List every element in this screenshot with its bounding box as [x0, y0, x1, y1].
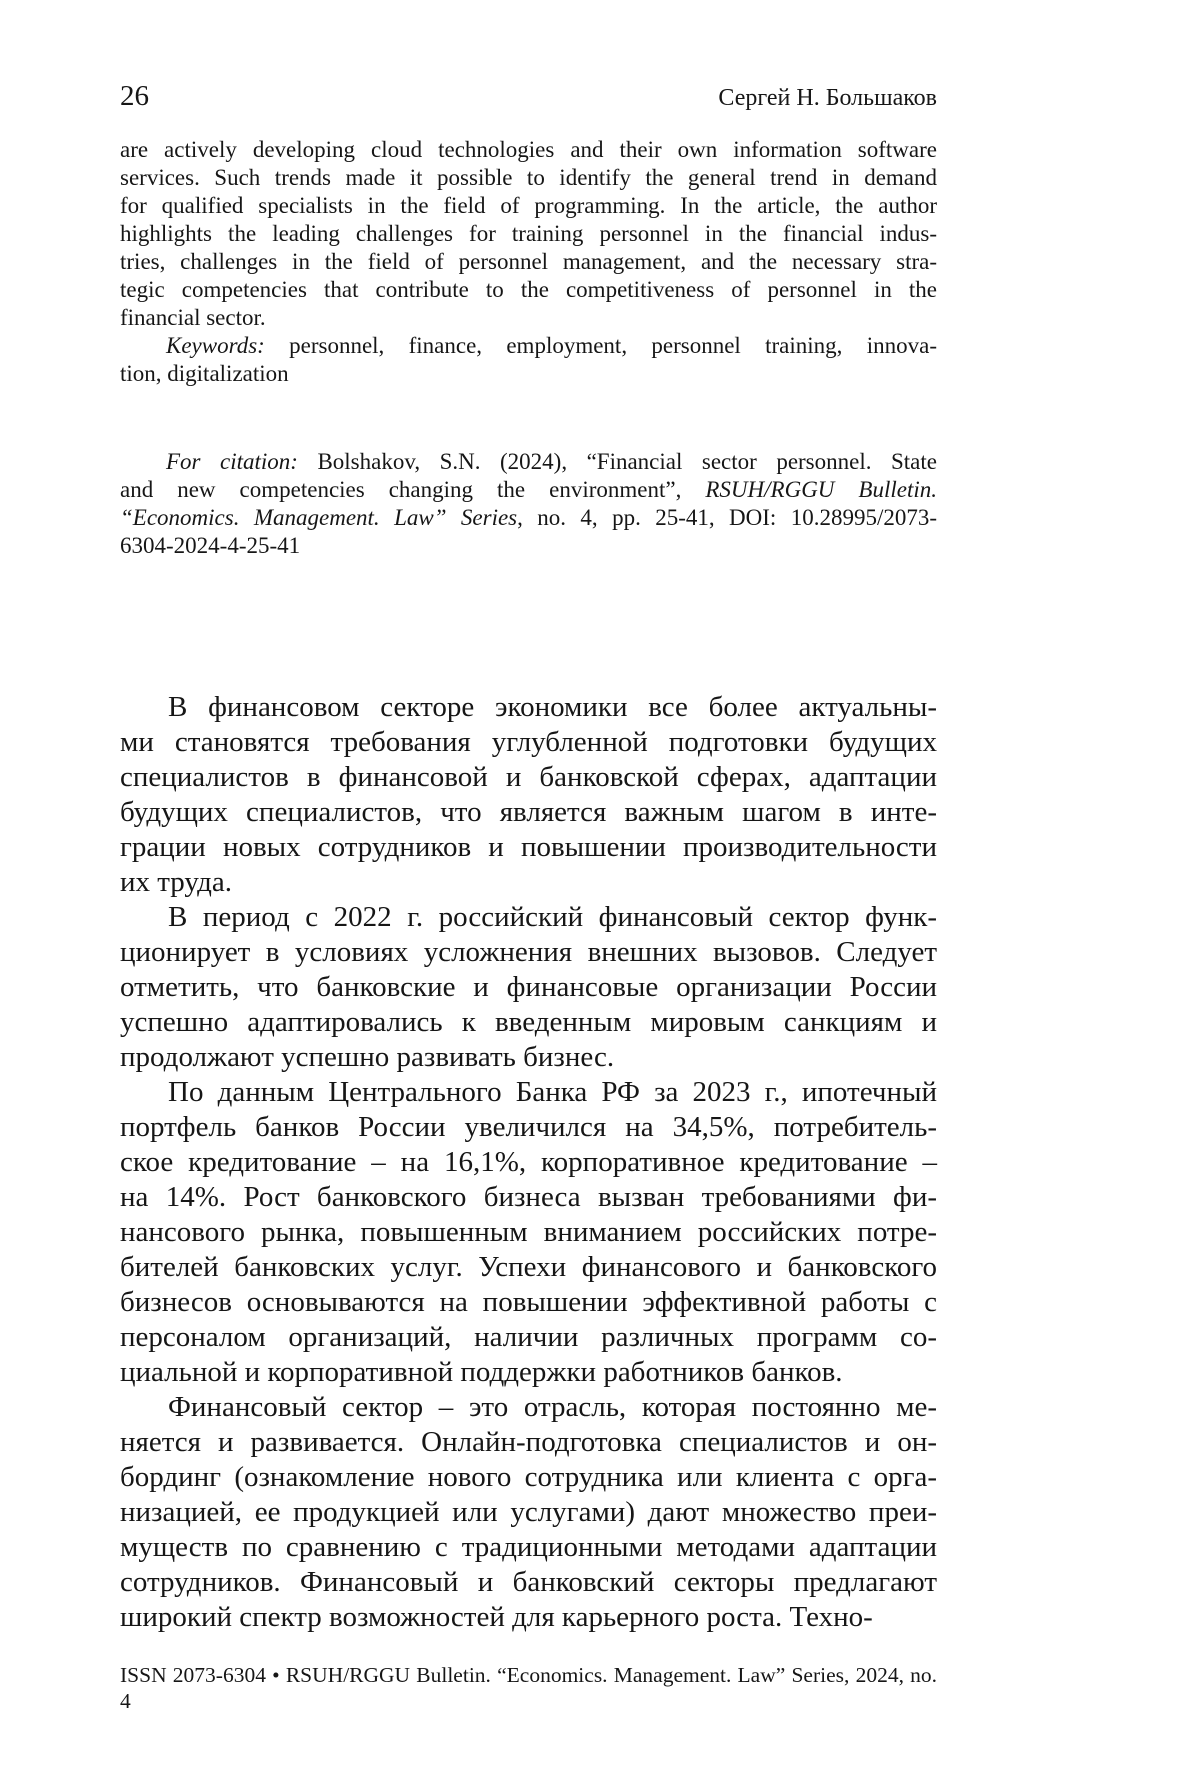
text-line: [120, 1040, 937, 1075]
text-line: [120, 1425, 937, 1460]
text-segment: ционирует в условиях усложнения внешних вызовов. Следует: [120, 936, 937, 968]
text-segment: financial sector.: [120, 305, 266, 330]
running-head: [120, 82, 937, 111]
page-footer: [120, 1662, 937, 1714]
text-line: [120, 1565, 937, 1600]
text-segment: В период с 2022 г. российский финансовый сектор функ-: [168, 901, 937, 933]
body-paragraph: [120, 1390, 937, 1635]
footer-issn-line: ISSN 2073-6304 • RSUH/RGGU Bulletin. “Economics. Management. Law” Series, 2024, no. 4: [120, 1663, 937, 1713]
text-line: [120, 192, 937, 220]
text-line: [120, 690, 937, 725]
text-line: [120, 532, 937, 560]
text-line: [120, 164, 937, 192]
text-line: [120, 332, 937, 360]
text-segment: персоналом организаций, наличии различных программ со-: [120, 1321, 937, 1353]
text-line: [120, 865, 937, 900]
text-segment: циальной и корпоративной поддержки работников банков.: [120, 1356, 843, 1388]
text-segment: 6304-2024-4-25-41: [120, 533, 301, 558]
abstract-paragraph: [120, 136, 937, 332]
text-line: [120, 304, 937, 332]
body-paragraph: [120, 1075, 937, 1390]
text-line: [120, 1355, 937, 1390]
citation-section: [120, 448, 937, 560]
italic-text-segment: For citation:: [166, 449, 298, 474]
text-line: [120, 220, 937, 248]
text-segment: грации новых сотрудников и повышении производительности: [120, 831, 937, 863]
text-segment: tegic competencies that contribute to the competitiveness of personnel in the: [120, 277, 937, 302]
article-body: [120, 690, 937, 1635]
text-segment: их труда.: [120, 866, 232, 898]
text-line: [120, 1005, 937, 1040]
citation-paragraph: [120, 448, 937, 560]
text-line: [120, 900, 937, 935]
text-segment: personnel, finance, employment, personnel training, innova-: [264, 333, 937, 358]
text-segment: В финансовом секторе экономики все более актуальны-: [168, 691, 937, 723]
page-number: 26: [120, 80, 149, 112]
text-line: [120, 935, 937, 970]
text-line: [120, 1460, 937, 1495]
text-segment: отметить, что банковские и финансовые организации России: [120, 971, 937, 1003]
text-segment: бординг (ознакомление нового сотрудника или клиента с орга-: [120, 1461, 937, 1493]
abstract-section: [120, 136, 937, 388]
text-line: [120, 725, 937, 760]
text-line: [120, 504, 937, 532]
running-head-author: Сергей Н. Большаков: [718, 85, 937, 111]
text-line: [120, 795, 937, 830]
text-segment: низацией, ее продукцией или услугами) дают множество преи-: [120, 1496, 937, 1528]
text-segment: highlights the leading challenges for training personnel in the financial indus-: [120, 221, 937, 246]
text-line: [120, 1250, 937, 1285]
text-segment: Bolshakov, S.N. (2024), “Financial sector personnel. State: [297, 449, 937, 474]
text-line: [120, 360, 937, 388]
text-line: [120, 1285, 937, 1320]
text-segment: сотрудников. Финансовый и банковский секторы предлагают: [120, 1566, 937, 1598]
italic-text-segment: RSUH/RGGU Bulletin.: [705, 477, 937, 502]
text-segment: По данным Центрального Банка РФ за 2023 г., ипотечный: [168, 1076, 937, 1108]
text-line: [120, 1390, 937, 1425]
text-segment: бителей банковских услуг. Успехи финансового и банковского: [120, 1251, 937, 1283]
text-segment: for qualified specialists in the field of programming. In the article, the author: [120, 193, 937, 218]
text-line: [120, 136, 937, 164]
text-line: [120, 276, 937, 304]
text-segment: муществ по сравнению с традиционными методами адаптации: [120, 1531, 937, 1563]
body-paragraph: [120, 900, 937, 1075]
keywords-paragraph: [120, 332, 937, 388]
text-segment: services. Such trends made it possible to identify the general trend in demand: [120, 165, 937, 190]
text-segment: продолжают успешно развивать бизнес.: [120, 1041, 615, 1073]
italic-text-segment: Keywords:: [166, 333, 265, 358]
text-line: [120, 1110, 937, 1145]
text-segment: tion, digitalization: [120, 361, 289, 386]
text-segment: будущих специалистов, что является важным шагом в инте-: [120, 796, 937, 828]
body-paragraph: [120, 690, 937, 900]
text-segment: бизнесов основываются на повышении эффективной работы с: [120, 1286, 937, 1318]
text-line: [120, 1215, 937, 1250]
text-segment: ми становятся требования углубленной подготовки будущих: [120, 726, 937, 758]
text-line: [120, 1075, 937, 1110]
text-segment: and new competencies changing the environment”,: [120, 477, 706, 502]
text-line: [120, 1600, 937, 1635]
text-line: [120, 248, 937, 276]
text-line: [120, 1530, 937, 1565]
text-segment: на 14%. Рост банковского бизнеса вызван требованиями фи-: [120, 1181, 937, 1213]
text-segment: портфель банков России увеличился на 34,5%, потребитель-: [120, 1111, 937, 1143]
text-line: [120, 970, 937, 1005]
text-line: [120, 1145, 937, 1180]
text-segment: успешно адаптировались к введенным мировым санкциям и: [120, 1006, 937, 1038]
text-line: [120, 448, 937, 476]
text-line: [120, 1180, 937, 1215]
text-segment: специалистов в финансовой и банковской сферах, адаптации: [120, 761, 937, 793]
text-line: [120, 760, 937, 795]
text-segment: широкий спектр возможностей для карьерного роста. Техно-: [120, 1601, 873, 1633]
text-line: [120, 476, 937, 504]
text-segment: Финансовый сектор – это отрасль, которая постоянно ме-: [168, 1391, 937, 1423]
text-segment: няется и развивается. Онлайн-подготовка специалистов и он-: [120, 1426, 937, 1458]
text-segment: are actively developing cloud technologies and their own information software: [120, 137, 937, 162]
body-paragraphs: [120, 690, 937, 1635]
text-segment: , no. 4, pp. 25-41, DOI: 10.28995/2073-: [517, 505, 937, 530]
text-segment: ское кредитование – на 16,1%, корпоративное кредитование –: [120, 1146, 937, 1178]
italic-text-segment: “Economics. Management. Law” Series: [120, 505, 518, 530]
text-line: [120, 1495, 937, 1530]
text-line: [120, 1320, 937, 1355]
text-segment: tries, challenges in the field of personnel management, and the necessary stra-: [120, 249, 937, 274]
text-line: [120, 830, 937, 865]
text-segment: нансового рынка, повышенным вниманием российских потре-: [120, 1216, 937, 1248]
